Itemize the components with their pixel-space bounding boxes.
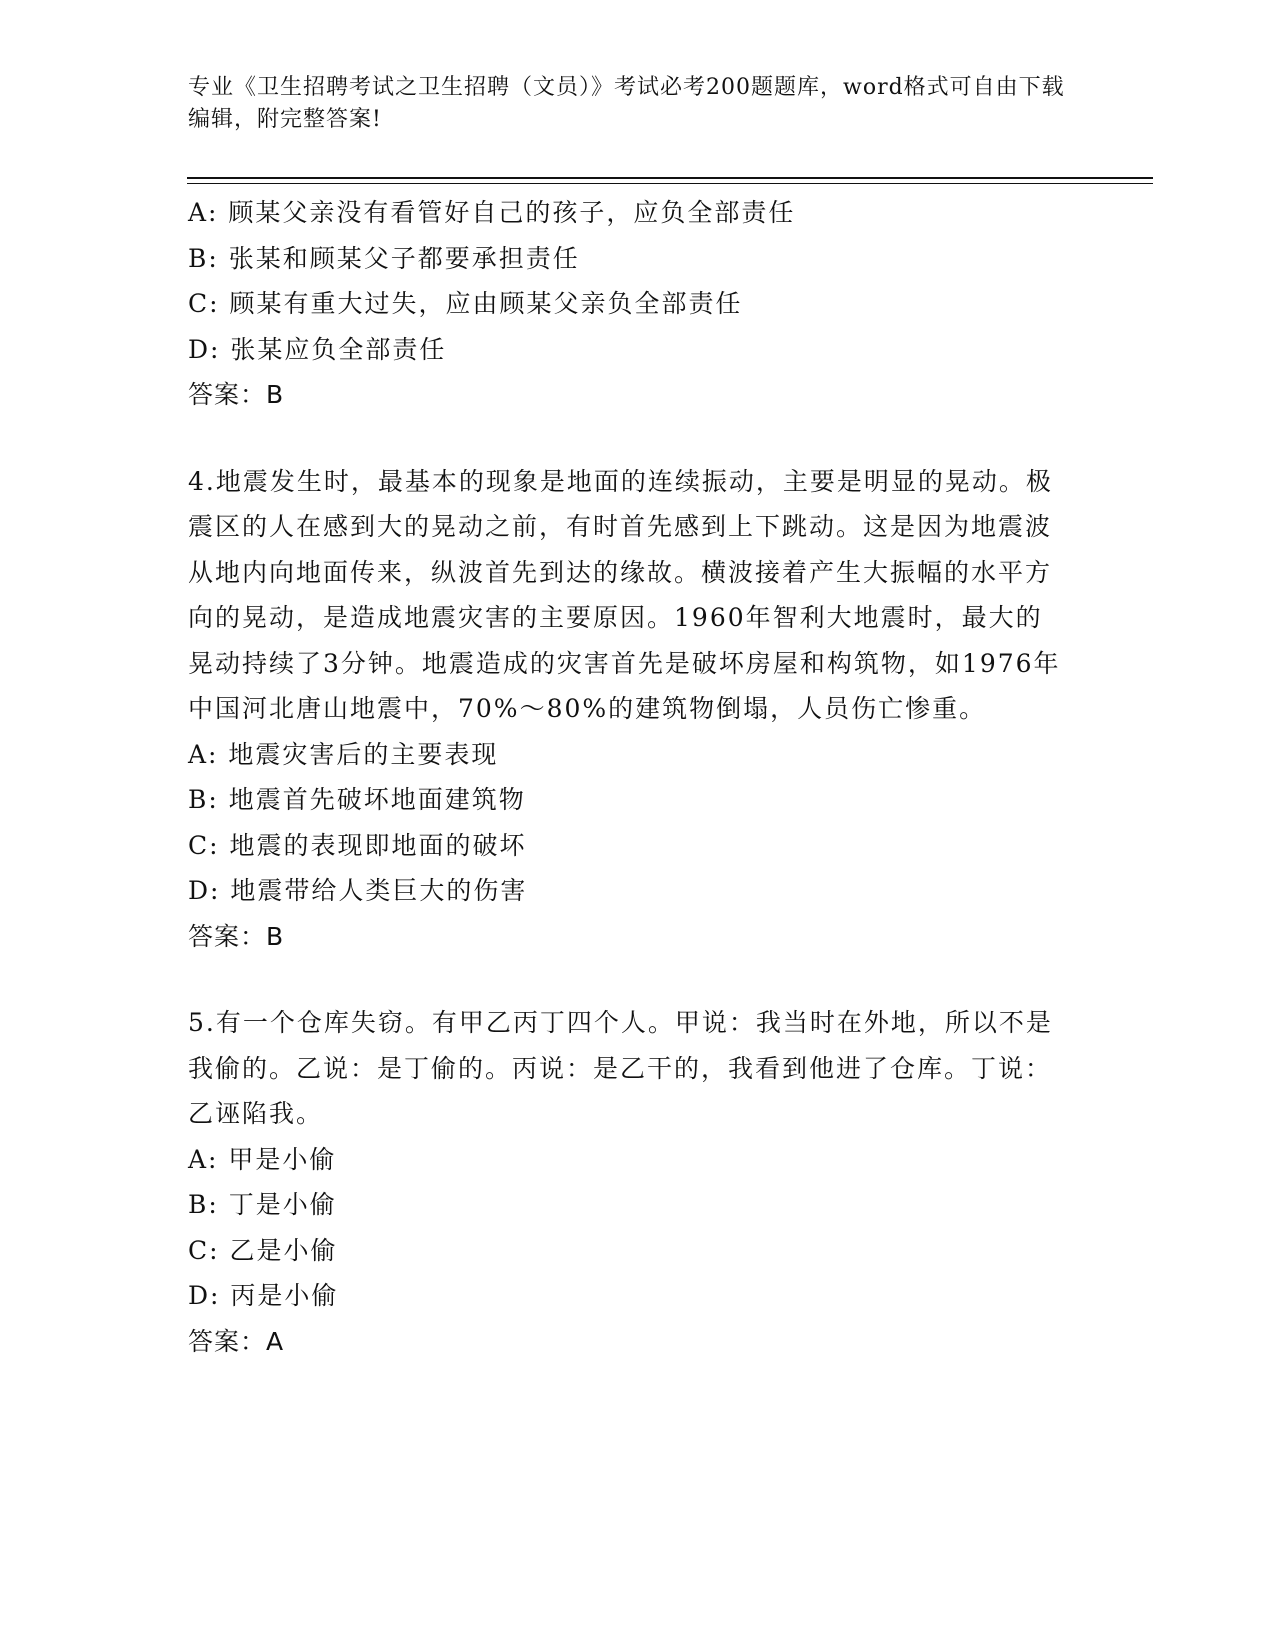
option-d: D: 张某应负全部责任: [188, 334, 447, 364]
option-b: B: 张某和顾某父子都要承担责任: [188, 243, 580, 273]
option-b: B: 丁是小偷: [188, 1190, 337, 1219]
option-a: A: 甲是小偷: [188, 1144, 337, 1174]
option-d: D: 地震带给人类巨大的伤害: [188, 876, 528, 905]
spacer: [188, 418, 1068, 459]
question-stem: 5.有一个仓库失窃。有甲乙丙丁四个人。甲说：我当时在外地，所以不是我偷的。乙说：是丁偷的。丙说：是乙干的，我看到他进了仓库。丁说：乙诬陷我。: [188, 1008, 1053, 1128]
option-c: C: 顾某有重大过失，应由顾某父亲负全部责任: [188, 289, 743, 318]
answer: 答案：B: [188, 921, 285, 951]
option-a: A: 顾某父亲没有看管好自己的孩子，应负全部责任: [188, 198, 796, 227]
header-rule-thin: [187, 183, 1153, 184]
option-b: B: 地震首先破坏地面建筑物: [188, 785, 526, 814]
option-c: C: 乙是小偷: [188, 1235, 338, 1265]
document-body: [188, 190, 1068, 1364]
question-5: [188, 1000, 1068, 1364]
answer: 答案：B: [188, 380, 285, 409]
option-a: A: 地震灾害后的主要表现: [188, 739, 499, 769]
document-header: 专业《卫生招聘考试之卫生招聘（文员）》考试必考200题题库，word格式可自由下载编辑，附完整答案!: [188, 75, 1065, 132]
option-d: D: 丙是小偷: [188, 1281, 339, 1310]
question-3: [188, 190, 1068, 418]
question-4: [188, 459, 1068, 960]
spacer: [188, 959, 1068, 1000]
answer: 答案：A: [188, 1326, 285, 1356]
question-stem: 4.地震发生时，最基本的现象是地面的连续振动，主要是明显的晃动。极震区的人在感到大的晃动之前，有时首先感到上下跳动。这是因为地震波从地内向地面传来，纵波首先到达的缘故。横波接着产生大振幅的水平方向的晃动，是造成地震灾害的主要原因。1960年智利大地震时，最大的晃动持续了3分钟。地震造成的灾害首先是破坏房屋和构筑物，如1976年中国河北唐山地震中，70%～80%的建筑物倒塌，人员伤亡惨重。: [188, 466, 1061, 723]
option-c: C: 地震的表现即地面的破坏: [188, 830, 527, 860]
header-rule-thick: [187, 177, 1153, 179]
